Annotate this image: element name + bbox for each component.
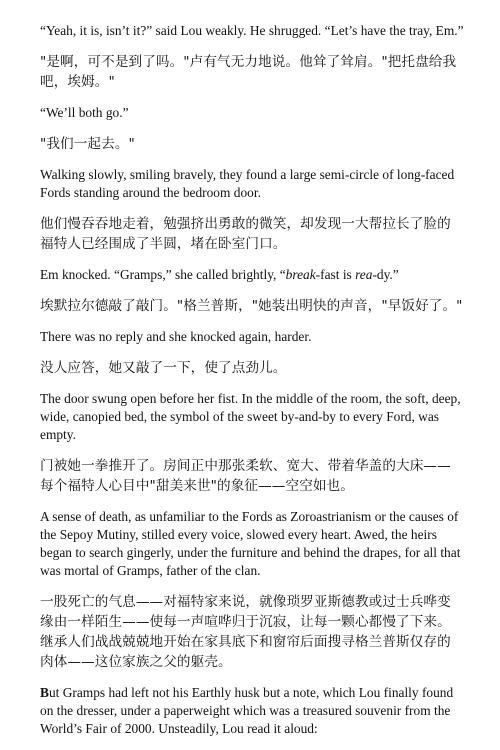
paragraph-en-3: Walking slowly, smiling bravely, they found a large semi-circle of long-faced Fords standing around the bedroom door. (40, 167, 455, 200)
text-run: -fast is (315, 267, 356, 282)
paragraph-zh-5: 没人应答，她又敲了一下，使了点劲儿。 (40, 360, 287, 376)
paragraph-en-5: There was no reply and she knocked again, harder. (40, 329, 312, 344)
paragraph-en-1: “Yeah, it is, isn’t it?” said Lou weakly. He shrugged. “Let’s have the tray, Em.” (40, 23, 464, 38)
paragraph-en-8 (40, 684, 464, 738)
paragraph-zh-7: 一股死亡的气息——对福特家来说，就像琐罗亚斯德教或过士兵哗变缘由一样陌生——使每一声喧哗归于沉寂，让每一颗心都慢了下来。继承人们战战兢兢地开始在家具底下和窗帘后面搜寻格兰普斯仅存的肉体——这位家族之父的躯壳。 (40, 594, 451, 670)
initial-letter: B (40, 685, 49, 700)
text-run: ut Gramps had left not his Earthly husk but a note, which Lou finally found on the dresser, under a paperweight which was a treasured souvenir from the World’s Fair of 2000. Unsteadily, Lou read it aloud: (40, 685, 454, 736)
book-page (40, 22, 464, 750)
paragraph-en-7: A sense of death, as unfamiliar to the Fords as Zoroastrianism or the causes of the Sepoy Mutiny, stilled every voice, slowed every heart. Awed, the heirs began to search gingerly, under the furniture and behind the drapes, for all that was mortal of Gramps, father of the clan. (40, 509, 461, 578)
paragraph-en-6: The door swung open before her fist. In the middle of the room, the soft, deep, wide, canopied bed, the symbol of the sweet by-and-by to every Ford, was empty. (40, 391, 461, 442)
paragraph-zh-4: 埃默拉尔德敲了敲门。"格兰普斯，"她装出明快的声音，"早饭好了。" (40, 298, 463, 314)
paragraph-zh-3: 他们慢吞吞地走着，勉强挤出勇敢的微笑，却发现一大帮拉长了脸的福特人已经围成了半圆，堵在卧室门口。 (40, 216, 451, 252)
text-run: Em knocked. “Gramps,” she called brightly, “ (40, 267, 286, 282)
paragraph-zh-1: "是啊，可不是到了吗。"卢有气无力地说。他耸了耸肩。"把托盘给我吧，埃姆。" (40, 54, 457, 90)
paragraph-en-4 (40, 266, 464, 284)
paragraph-zh-6: 门被她一拳推开了。房间正中那张柔软、宽大、带着华盖的大床——每个福特人心目中"甜美来世"的象征——空空如也。 (40, 458, 451, 494)
paragraph-en-2: “We’ll both go.” (40, 105, 129, 120)
paragraph-zh-2: "我们一起去。" (40, 136, 135, 152)
text-run: -dy.” (372, 267, 399, 282)
italic-text-run: break (285, 267, 316, 282)
italic-text-run: rea (355, 267, 373, 282)
